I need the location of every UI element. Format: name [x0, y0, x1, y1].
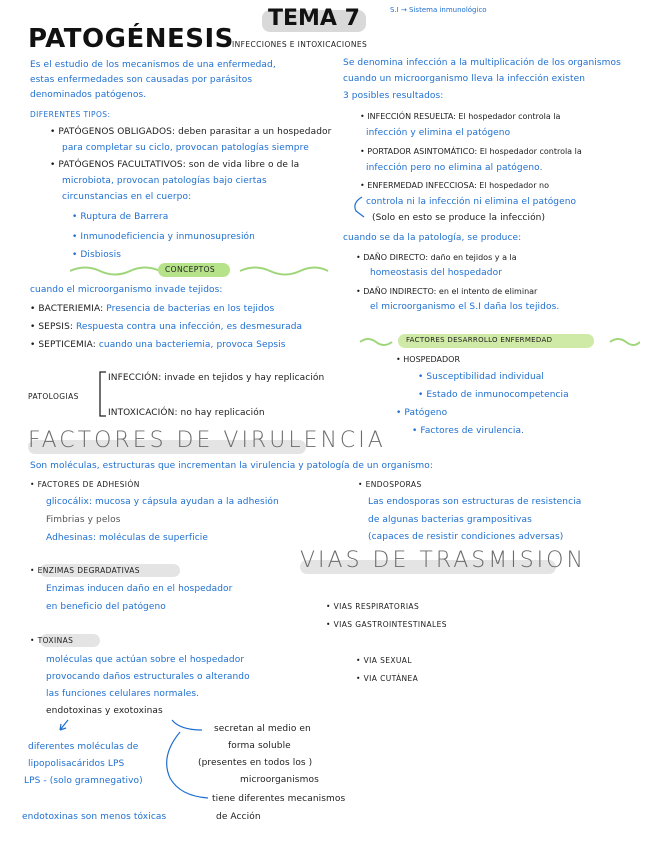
virulencia-def: Son moléculas, estructuras que incrementan la virulencia y patología de un organismo:	[30, 461, 433, 471]
patologias-label: PATOLOGIAS	[28, 392, 79, 401]
endosporas-heading: • ENDOSPORAS	[358, 480, 422, 489]
toxinas-heading: • TOXINAS	[30, 636, 74, 645]
hospedador: • HOSPEDADOR	[396, 355, 461, 364]
estado-inmuno: • Estado de inmunocompetencia	[418, 390, 569, 400]
toxinas-1: moléculas que actúan sobre el hospedador	[46, 655, 245, 665]
portador-1: • PORTADOR ASINTOMÁTICO: El hospedador controla la	[360, 147, 582, 156]
via-respiratorias: • VIAS RESPIRATORIAS	[326, 602, 420, 611]
exo-2: forma soluble	[228, 741, 291, 751]
septicemia-def: cuando una bacteriemia, provoca Sepsis	[95, 340, 286, 350]
infeccion-line: INFECCIÓN: invade en tejidos y hay replicación	[108, 373, 325, 383]
resuelta-1: • INFECCIÓN RESUELTA: El hospedador controla la	[360, 112, 561, 121]
cuando-text: cuando se da la patología, se produce:	[343, 233, 522, 243]
virulencia-title: FACTORES DE VIRULENCIA	[28, 428, 386, 453]
toxinas-2: provocando daños estructurales o alterando	[46, 672, 250, 682]
fimbrias: Fimbrias y pelos	[46, 515, 121, 525]
patogeno: • Patógeno	[396, 408, 448, 418]
page-title: PATOGÉNESIS	[28, 24, 234, 54]
sepsis-def: Respuesta contra una infección, es desmesurada	[73, 322, 303, 332]
right-intro-2: cuando un microorganismo lleva la infección existen	[343, 74, 586, 84]
bacteriemia-def: Presencia de bacterias en los tejidos	[103, 304, 275, 314]
enzimas-2: en beneficio del patógeno	[46, 602, 166, 612]
bacteriemia-term: • BACTERIEMIA:	[30, 304, 104, 314]
glicocalix	[46, 497, 279, 507]
facultativos-line-2: microbiota, provocan patologías bajo ciertas	[62, 176, 267, 186]
exo-6: de Acción	[216, 812, 261, 822]
exo-1: secretan al medio en	[214, 724, 311, 734]
portador-2: infección pero no elimina al patógeno.	[366, 163, 543, 173]
circ-2: • Inmunodeficiencia y inmunosupresión	[72, 232, 255, 242]
tema-title: TEMA 7	[268, 6, 360, 31]
intro-line-3: denominados patógenos.	[30, 90, 147, 100]
endosporas-1: Las endosporas son estructuras de resistencia	[368, 497, 582, 507]
obligados-line-1: • PATÓGENOS OBLIGADOS: deben parasitar a un hospedador	[50, 127, 332, 137]
bacteriemia	[30, 304, 274, 314]
exo-4: microorganismos	[240, 775, 319, 785]
indirecto-2: el microorganismo el S.I daña los tejidos.	[370, 302, 560, 312]
circ-3: • Disbiosis	[72, 250, 121, 260]
intro-line-1: Es el estudio de los mecanismos de una enfermedad,	[30, 60, 276, 70]
obligados-line-2: para completar su ciclo, provocan patologías siempre	[62, 143, 309, 153]
indirecto-1: • DAÑO INDIRECTO: en el intento de eliminar	[356, 287, 538, 296]
enfermedad-2: controla ni la infección ni elimina el patógeno	[366, 197, 577, 207]
exo-3: (presentes en todos los )	[198, 758, 313, 768]
enzimas-1: Enzimas inducen daño en el hospedador	[46, 584, 233, 594]
vias-title: VIAS DE TRASMISION	[300, 548, 586, 573]
exo-5: tiene diferentes mecanismos	[212, 794, 346, 804]
right-intro-3: 3 posibles resultados:	[343, 91, 444, 101]
sepsis-term: • SEPSIS:	[30, 322, 74, 332]
enfermedad-1: • ENFERMEDAD INFECCIOSA: El hospedador no	[360, 181, 549, 190]
directo-2: homeostasis del hospedador	[370, 268, 503, 278]
conceptos-label: CONCEPTOS	[165, 265, 216, 274]
septicemia	[30, 340, 286, 350]
adhesion-heading: • FACTORES DE ADHESIÓN	[30, 480, 140, 489]
facultativos-line-3: circunstancias en el cuerpo:	[62, 192, 192, 202]
sepsis	[30, 322, 302, 332]
endosporas-2: de algunas bacterias grampositivas	[368, 515, 532, 525]
intoxicacion-line: INTOXICACIÓN: no hay replicación	[108, 408, 265, 418]
lps-2: lipopolisacáridos LPS	[28, 759, 125, 769]
septicemia-term: • SEPTICEMIA:	[30, 340, 96, 350]
menos-toxicas: endotoxinas son menos tóxicas	[22, 812, 167, 822]
endo-exo: endotoxinas y exotoxinas	[46, 706, 163, 716]
circ-1: • Ruptura de Barrera	[72, 212, 169, 222]
adhesinas: Adhesinas: moléculas de superficie	[46, 533, 208, 543]
intro-line-2: estas enfermedades son causadas por parásitos	[30, 75, 253, 85]
via-gastro: • VIAS GASTROINTESTINALES	[326, 620, 447, 629]
types-heading: DIFERENTES TIPOS:	[30, 110, 111, 119]
resuelta-2: infección y elimina el patógeno	[366, 128, 511, 138]
factores-virul: • Factores de virulencia.	[412, 426, 525, 436]
enfermedad-arrow	[350, 195, 370, 223]
glicocalix-text: glicocálix: mucosa y cápsula ayudan a la adhesión	[46, 497, 279, 507]
lps-3: LPS - (solo gramnegativo)	[24, 776, 143, 786]
top-note: S.I → Sistema inmunológico	[390, 6, 487, 14]
enzimas-heading: • ENZIMAS DEGRADATIVAS	[30, 566, 140, 575]
solo-note: (Solo en esto se produce la infección)	[372, 213, 546, 223]
invade-text: cuando el microorganismo invade tejidos:	[30, 285, 223, 295]
lps-1: diferentes moléculas de	[28, 742, 139, 752]
page-subtitle: INFECCIONES E INTOXICACIONES	[232, 40, 368, 49]
right-intro-1: Se denomina infección a la multiplicación de los organismos	[343, 58, 621, 68]
susceptibilidad: • Susceptibilidad individual	[418, 372, 544, 382]
via-cutanea: • VIA CUTÁNEA	[356, 674, 419, 683]
directo-1: • DAÑO DIRECTO: daño en tejidos y a la	[356, 253, 517, 262]
facultativos-line-1: • PATÓGENOS FACULTATIVOS: son de vida libre o de la	[50, 160, 300, 170]
endosporas-3: (capaces de resistir condiciones adversas)	[368, 532, 564, 542]
toxinas-3: las funciones celulares normales.	[46, 689, 200, 699]
via-sexual: • VIA SEXUAL	[356, 656, 412, 665]
factores-label: FACTORES DESARROLLO ENFERMEDAD	[406, 336, 553, 344]
